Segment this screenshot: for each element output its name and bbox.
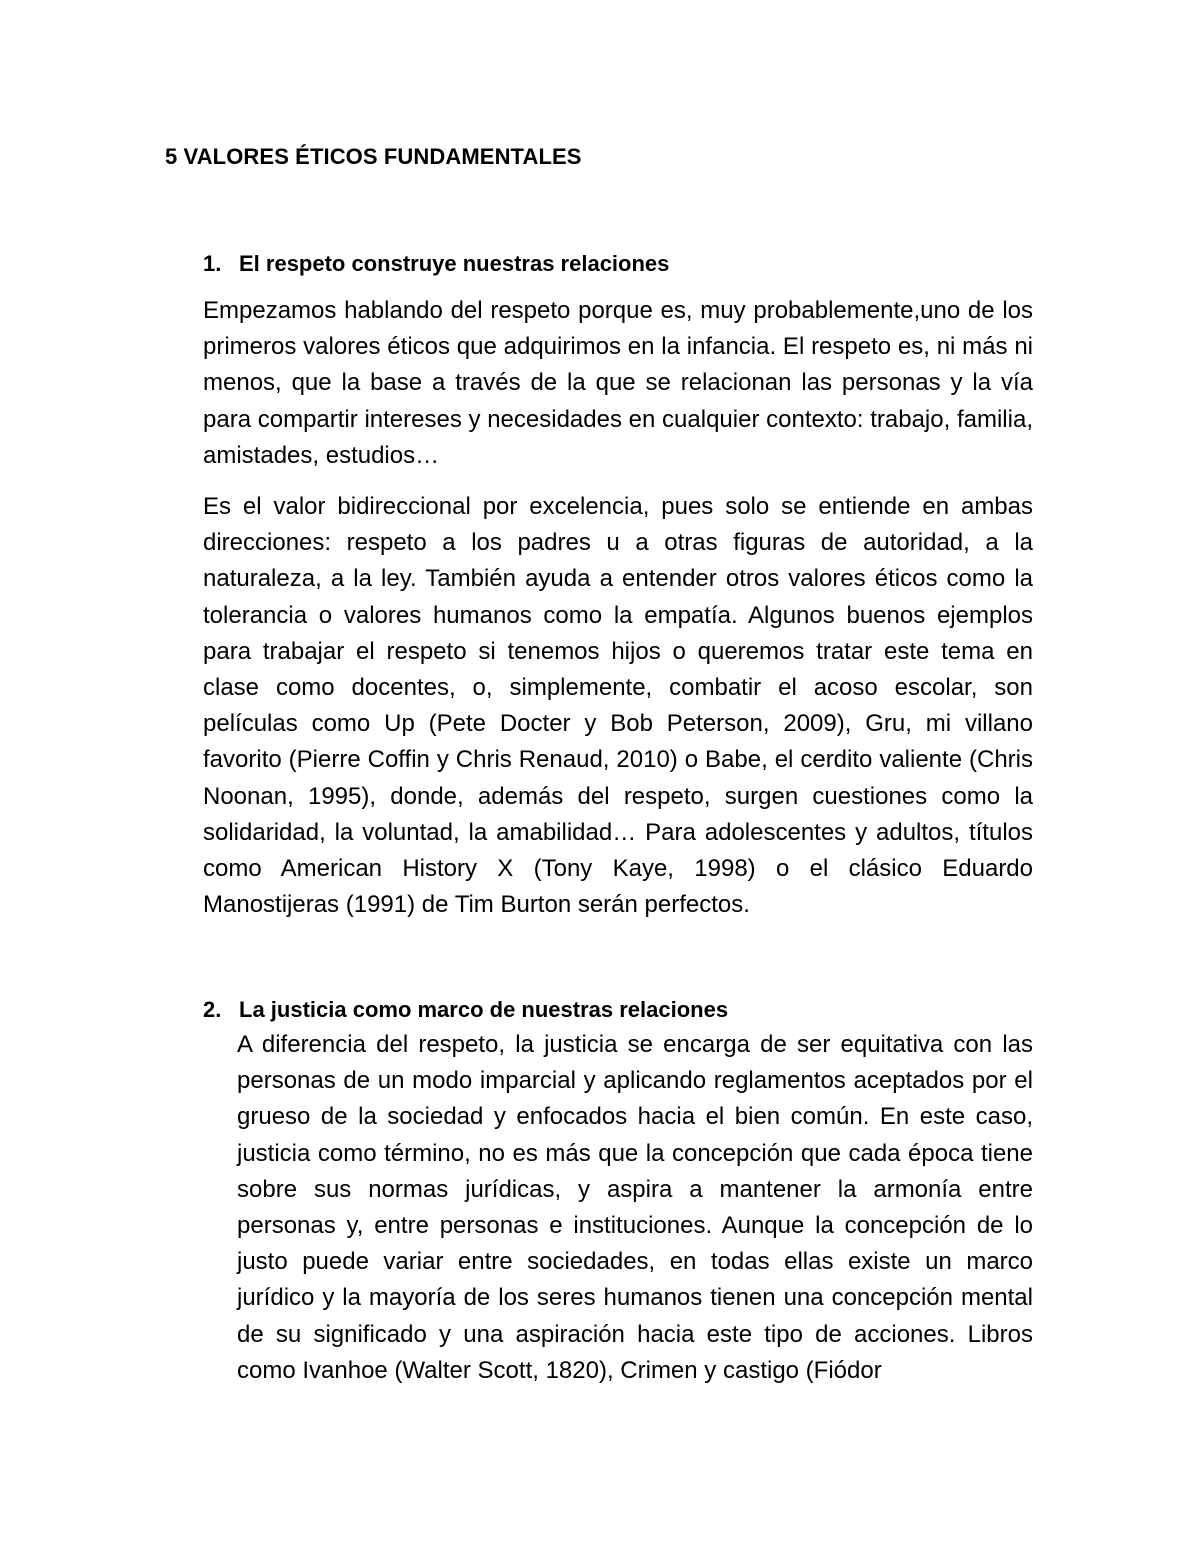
section-heading xyxy=(203,997,1033,1023)
section-heading-text: El respeto construye nuestras relaciones xyxy=(239,251,670,276)
section-respeto xyxy=(203,251,1033,923)
document-title: 5 VALORES ÉTICOS FUNDAMENTALES xyxy=(165,144,582,169)
section-heading xyxy=(203,251,1033,277)
paragraph: Empezamos hablando del respeto porque es, muy probablemente,uno de los primeros valores éticos que adquirimos en la infancia. El respeto es, ni más ni menos, que la base a través de la que se relacionan las personas y la vía para compartir intereses y necesidades en cualquier contexto: trabajo, familia, amistades, estudios… xyxy=(203,297,1033,469)
section-number: 1. xyxy=(203,251,222,276)
section-heading-text: La justicia como marco de nuestras relaciones xyxy=(239,997,729,1022)
section-number: 2. xyxy=(203,997,222,1022)
section-justicia xyxy=(203,997,1033,1389)
paragraph: Es el valor bidireccional por excelencia, pues solo se entiende en ambas direcciones: respeto a los padres u a otras figuras de autoridad, a la naturaleza, a la ley. También ayuda a entender otros valores éticos como la tolerancia o valores humanos como la empatía. Algunos buenos ejemplos para trabajar el respeto si tenemos hijos o queremos tratar este tema en clase como docentes, o, simplemente, combatir el acoso escolar, son películas como Up (Pete Docter y Bob Peterson, 2009), Gru, mi villano favorito (Pierre Coffin y Chris Renaud, 2010) o Babe, el cerdito valiente (Chris Noonan, 1995), donde, además del respeto, surgen cuestiones como la solidaridad, la voluntad, la amabilidad… Para adolescentes y adultos, títulos como American History X (Tony Kaye, 1998) o el clásico Eduardo Manostijeras (1991) de Tim Burton serán perfectos. xyxy=(203,493,1033,919)
paragraph: A diferencia del respeto, la justicia se encarga de ser equitativa con las personas de un modo imparcial y aplicando reglamentos aceptados por el grueso de la sociedad y enfocados hacia el bien común. En este caso, justicia como término, no es más que la concepción que cada época tiene sobre sus normas jurídicas, y aspira a mantener la armonía entre personas y, entre personas e instituciones. Aunque la concepción de lo justo puede variar entre sociedades, en todas ellas existe un marco jurídico y la mayoría de los seres humanos tienen una concepción mental de su significado y una aspiración hacia este tipo de acciones. Libros como Ivanhoe (Walter Scott, 1820), Crimen y castigo (Fiódor xyxy=(237,1031,1033,1384)
